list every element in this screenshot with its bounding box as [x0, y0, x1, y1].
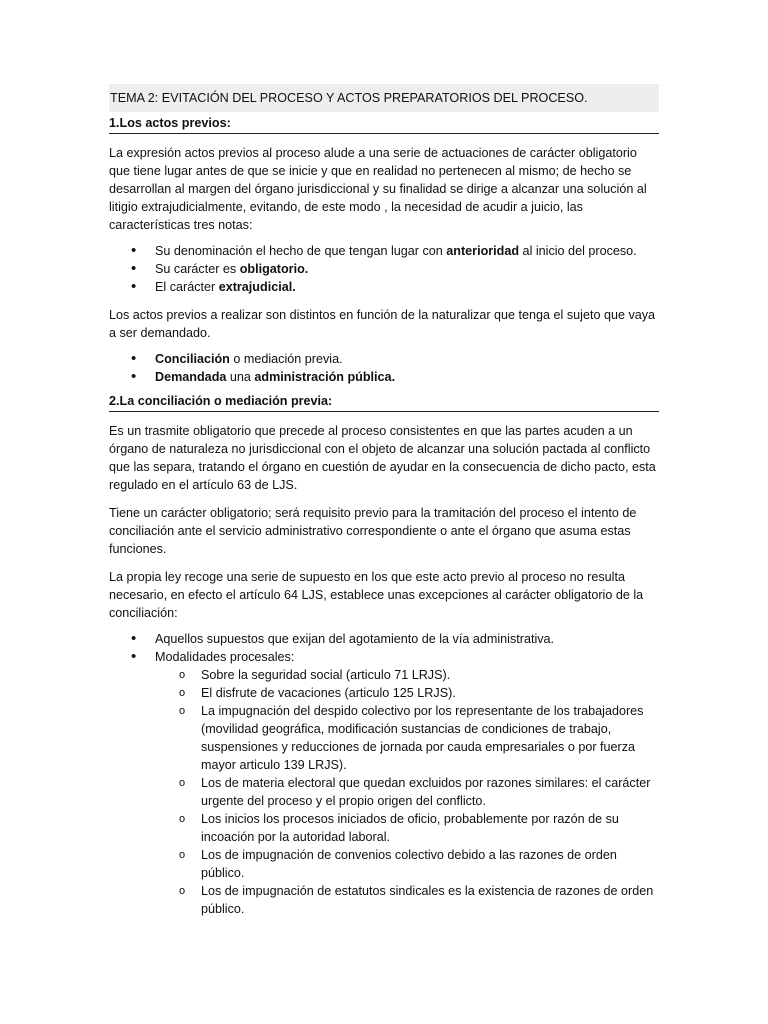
list-item: • Conciliación o mediación previa.	[109, 350, 659, 368]
list-item: • Demandada una administración pública.	[109, 368, 659, 386]
document-title-bar	[109, 84, 659, 112]
list-item: • Su denominación el hecho de que tengan lugar con anterioridad al inicio del proceso.	[109, 242, 659, 260]
sub-list-item: o Los inicios los procesos iniciados de oficio, probablemente por razón de su incoación por la autoridad laboral.	[155, 810, 659, 846]
sub-list-item: o La impugnación del despido colectivo por los representante de los trabajadores (movilidad geográfica, modificación sustancias de condiciones de trabajo, suspensiones y reducciones de jornada por cauda empresariales o por fuerza mayor articulo 139 LRJS).	[155, 702, 659, 774]
types-list	[109, 350, 659, 386]
exceptions-list	[109, 630, 659, 918]
list-item: • El carácter extrajudicial.	[109, 278, 659, 296]
sub-list-item: o El disfrute de vacaciones (articulo 125 LRJS).	[155, 684, 659, 702]
section-heading-actos-previos: 1.Los actos previos:	[109, 114, 659, 134]
sub-list-item: o Los de materia electoral que quedan excluidos por razones similares: el carácter urgente del proceso y el propio origen del conflicto.	[155, 774, 659, 810]
document-page	[109, 84, 659, 918]
document-title: TEMA 2: EVITACIÓN DEL PROCESO Y ACTOS PREPARATORIOS DEL PROCESO.	[110, 91, 588, 105]
notes-list	[109, 242, 659, 296]
section-heading-conciliacion: 2.La conciliación o mediación previa:	[109, 392, 659, 412]
sub-list-item: o Sobre la seguridad social (articulo 71 LRJS).	[155, 666, 659, 684]
types-intro-paragraph: Los actos previos a realizar son distintos en función de la naturalizar que tenga el sujeto que vaya a ser demandado.	[109, 308, 656, 340]
list-item: • Modalidades procesales: o Sobre la seguridad social (articulo 71 LRJS). o El disfrute de vacaciones (articulo 125 LRJS). o La impugnación del despido colectivo por los representante de los trabajadores (movilidad geográfica, modificación sustancias de condiciones de trabajo, suspensiones y reducciones de jornada por cauda empresariales o por fuerza mayor articulo 139 LRJS). o Los de materia electoral que quedan excluidos por razones similares: el carácter urgente del proceso y el propio origen del conflicto. o Los inicios los procesos iniciados de oficio, probablemente por razón de su incoación por la autoridad laboral. o Los de impugnación de convenios colectivo debido a las razones de orden público. o Los de impugnación de estatutos sindicales es la existencia de razones de orden público.	[109, 648, 659, 918]
list-item: • Aquellos supuestos que exijan del agotamiento de la vía administrativa.	[109, 630, 659, 648]
conciliacion-paragraph-2: Tiene un carácter obligatorio; será requisito previo para la tramitación del proceso el intento de conciliación ante el servicio administrativo correspondiente o ante el órgano que asuma estas funciones.	[109, 506, 637, 556]
conciliacion-paragraph-3: La propia ley recoge una serie de supuesto en los que este acto previo al proceso no resulta necesario, en efecto el artículo 64 LJS, establece unas excepciones al carácter obligatorio de la conciliación:	[109, 570, 644, 620]
modalidades-list	[155, 666, 659, 918]
list-item: • Su carácter es obligatorio.	[109, 260, 659, 278]
sub-list-item: o Los de impugnación de estatutos sindicales es la existencia de razones de orden público.	[155, 882, 659, 918]
intro-paragraph: La expresión actos previos al proceso alude a una serie de actuaciones de carácter obligatorio que tiene lugar antes de que se inicie y que en realidad no pertenecen al mismo; de hecho se desarrollan al margen del órgano jurisdiccional y su finalidad se dirige a alcanzar una solución al litigio extrajudicialmente, evitando, de este modo , la necesidad de acudir a juicio, las características tres notas:	[109, 146, 647, 232]
sub-list-item: o Los de impugnación de convenios colectivo debido a las razones de orden público.	[155, 846, 659, 882]
conciliacion-paragraph-1: Es un trasmite obligatorio que precede al proceso consistentes en que las partes acuden a un órgano de naturaleza no jurisdiccional con el objeto de alcanzar una solución pactada al conflicto que las separa, tratando el órgano en cuestión de ayudar en la consecuencia de dicho pacto, esta regulado en el artículo 63 de LJS.	[109, 424, 656, 492]
